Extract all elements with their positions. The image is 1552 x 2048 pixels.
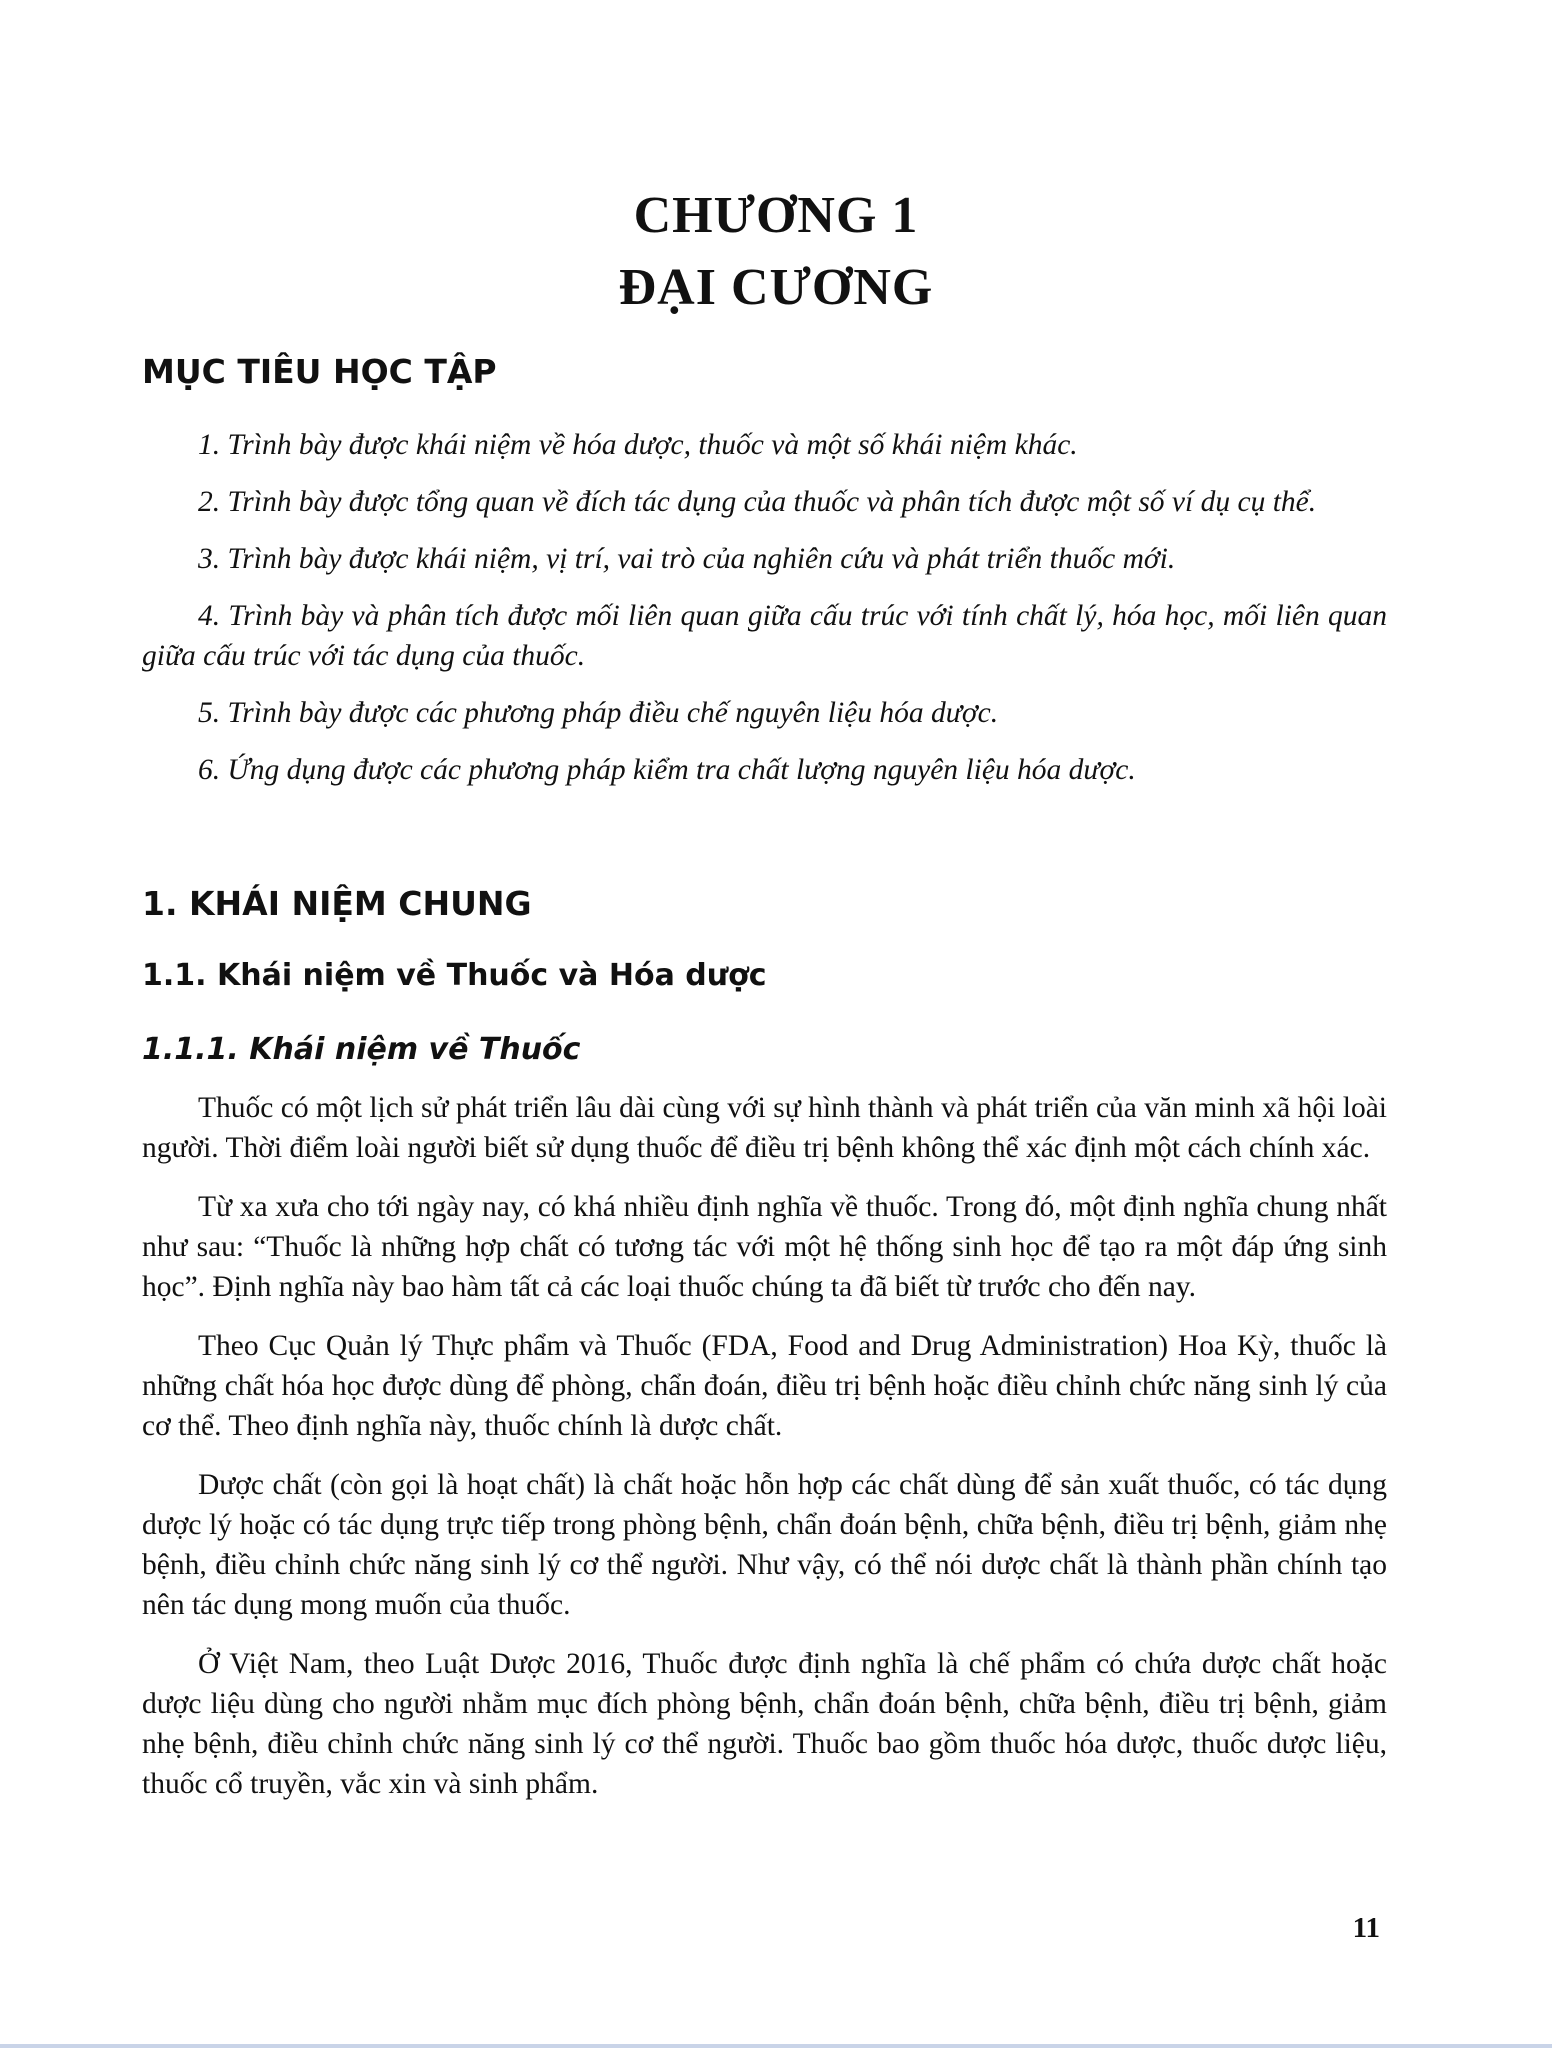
body-text bbox=[142, 1088, 1387, 1823]
chapter-title: ĐẠI CƯƠNG bbox=[618, 259, 934, 316]
objective-item: 1. Trình bày được khái niệm về hóa dược, thuốc và một số khái niệm khác. bbox=[198, 429, 1078, 461]
chapter-number: CHƯƠNG 1 bbox=[633, 187, 919, 244]
subsubsection-heading: 1.1.1. Khái niệm về Thuốc bbox=[142, 1032, 581, 1067]
objectives-heading: MỤC TIÊU HỌC TẬP bbox=[142, 352, 497, 391]
paragraph: Dược chất (còn gọi là hoạt chất) là chất hoặc hỗn hợp các chất dùng để sản xuất thuốc, có tác dụng dược lý hoặc có tác dụng trực tiếp trong phòng bệnh, chẩn đoán bệnh, chữa bệnh, điều trị bệnh, giảm nhẹ bệnh, điều chỉnh chức năng sinh lý cơ thể người. Như vậy, có thể nói dược chất là thành phần chính tạo nên tác dụng mong muốn của thuốc. bbox=[142, 1469, 1387, 1621]
section-heading: 1. KHÁI NIỆM CHUNG bbox=[142, 884, 532, 923]
objectives-list bbox=[142, 425, 1387, 807]
objective-item: 4. Trình bày và phân tích được mối liên quan giữa cấu trúc với tính chất lý, hóa học, mối liên quan giữa cấu trúc với tác dụng của thuốc. bbox=[142, 600, 1387, 672]
paragraph: Theo Cục Quản lý Thực phẩm và Thuốc (FDA, Food and Drug Administration) Hoa Kỳ, thuốc là những chất hóa học được dùng để phòng, chẩn đoán, điều trị bệnh hoặc điều chỉnh chức năng sinh lý của cơ thể. Theo định nghĩa này, thuốc chính là dược chất. bbox=[142, 1330, 1387, 1442]
scan-edge-divider bbox=[0, 2044, 1552, 2048]
page-number: 11 bbox=[1352, 1912, 1380, 1944]
objective-item: 3. Trình bày được khái niệm, vị trí, vai trò của nghiên cứu và phát triển thuốc mới. bbox=[198, 543, 1176, 575]
subsection-heading: 1.1. Khái niệm về Thuốc và Hóa dược bbox=[142, 958, 767, 993]
paragraph: Ở Việt Nam, theo Luật Dược 2016, Thuốc được định nghĩa là chế phẩm có chứa dược chất hoặc dược liệu dùng cho người nhằm mục đích phòng bệnh, chẩn đoán bệnh, chữa bệnh, điều trị bệnh, giảm nhẹ bệnh, điều chỉnh chức năng sinh lý cơ thể người. Thuốc bao gồm thuốc hóa dược, thuốc dược liệu, thuốc cổ truyền, vắc xin và sinh phẩm. bbox=[142, 1648, 1387, 1800]
paragraph: Từ xa xưa cho tới ngày nay, có khá nhiều định nghĩa về thuốc. Trong đó, một định nghĩa chung nhất như sau: “Thuốc là những hợp chất có tương tác với một hệ thống sinh học để tạo ra một đáp ứng sinh học”. Định nghĩa này bao hàm tất cả các loại thuốc chúng ta đã biết từ trước cho đến nay. bbox=[142, 1191, 1387, 1303]
chapter-heading bbox=[0, 180, 1552, 324]
objective-item: 6. Ứng dụng được các phương pháp kiểm tra chất lượng nguyên liệu hóa dược. bbox=[198, 754, 1136, 786]
paragraph: Thuốc có một lịch sử phát triển lâu dài cùng với sự hình thành và phát triển của văn minh xã hội loài người. Thời điểm loài người biết sử dụng thuốc để điều trị bệnh không thể xác định một cách chính xác. bbox=[142, 1092, 1387, 1164]
objective-item: 5. Trình bày được các phương pháp điều chế nguyên liệu hóa dược. bbox=[198, 697, 999, 729]
objective-item: 2. Trình bày được tổng quan về đích tác dụng của thuốc và phân tích được một số ví dụ cụ thể. bbox=[198, 486, 1317, 518]
